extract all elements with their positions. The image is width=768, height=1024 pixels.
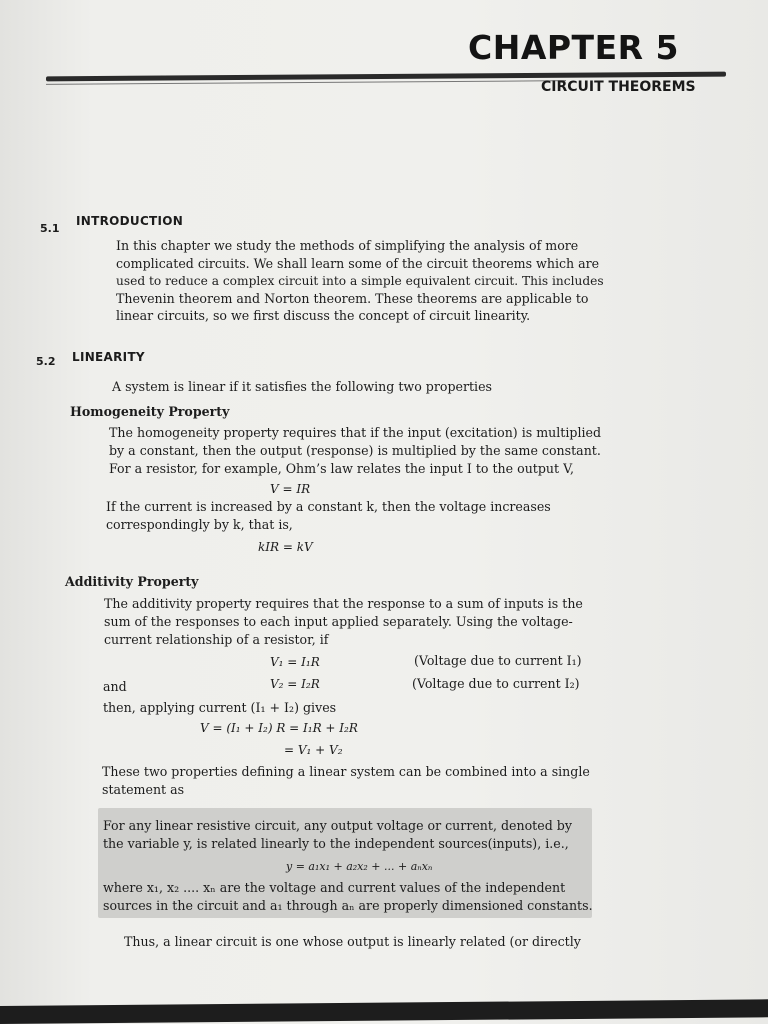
intro-line: used to reduce a complex circuit into a simple equivalent circuit. This includes <box>116 274 604 288</box>
header-rule-thin <box>46 80 566 85</box>
additivity-line: then, applying current (I₁ + I₂) gives <box>103 700 337 715</box>
homogeneity-line: by a constant, then the output (response) is multiplied by the same constant. <box>109 443 601 458</box>
homogeneity-line: The homogeneity property requires that if the input (excitation) is multiplied <box>109 425 602 440</box>
equation: V = IR <box>270 482 311 496</box>
and-label: and <box>103 679 127 694</box>
section-number: 5.1 <box>40 222 60 235</box>
subheading-additivity: Additivity Property <box>65 574 199 589</box>
subheading-homogeneity: Homogeneity Property <box>70 404 230 419</box>
definition-equation: y = a₁x₁ + a₂x₂ + ... + aₙxₙ <box>286 860 433 873</box>
section-title: INTRODUCTION <box>76 214 184 228</box>
intro-line: In this chapter we study the methods of simplifying the analysis of more <box>116 238 579 253</box>
definition-line: sources in the circuit and a₁ through aₙ are properly dimensioned constants. <box>103 898 593 913</box>
intro-line: complicated circuits. We shall learn some of the circuit theorems which are <box>116 256 600 271</box>
page-bottom-edge <box>0 999 768 1024</box>
additivity-line: These two properties defining a linear system can be combined into a single <box>102 764 590 779</box>
chapter-subtitle: CIRCUIT THEOREMS <box>541 79 696 95</box>
equation: V = (I₁ + I₂) R = I₁R + I₂R <box>200 721 358 735</box>
chapter-title: CHAPTER 5 <box>468 28 679 67</box>
homogeneity-line: If the current is increased by a constant k, then the voltage increases <box>106 499 551 514</box>
additivity-line: sum of the responses to each input applied separately. Using the voltage- <box>104 614 573 629</box>
closing-line: Thus, a linear circuit is one whose output is linearly related (or directly <box>124 934 581 949</box>
additivity-line: statement as <box>102 782 185 797</box>
equation-note: (Voltage due to current I₁) <box>414 653 582 668</box>
equation: = V₁ + V₂ <box>284 743 343 757</box>
equation: kIR = kV <box>258 540 313 554</box>
definition-line: the variable y, is related linearly to the independent sources(inputs), i.e., <box>103 836 569 851</box>
additivity-line: current relationship of a resistor, if <box>104 632 329 647</box>
definition-line: For any linear resistive circuit, any output voltage or current, denoted by <box>103 818 572 833</box>
linearity-intro: A system is linear if it satisfies the following two properties <box>112 379 492 394</box>
section-title: LINEARITY <box>72 350 145 364</box>
section-number: 5.2 <box>36 355 56 368</box>
intro-line: linear circuits, so we first discuss the concept of circuit linearity. <box>116 308 531 323</box>
homogeneity-line: For a resistor, for example, Ohm’s law relates the input I to the output V, <box>109 461 574 476</box>
equation: V₁ = I₁R <box>270 655 320 669</box>
homogeneity-line: correspondingly by k, that is, <box>106 517 293 532</box>
equation-note: (Voltage due to current I₂) <box>412 676 580 691</box>
equation: V₂ = I₂R <box>270 677 320 691</box>
additivity-line: The additivity property requires that the response to a sum of inputs is the <box>104 596 583 611</box>
definition-line: where x₁, x₂ .... xₙ are the voltage and current values of the independent <box>103 880 566 895</box>
intro-line: Thevenin theorem and Norton theorem. These theorems are applicable to <box>116 291 589 306</box>
